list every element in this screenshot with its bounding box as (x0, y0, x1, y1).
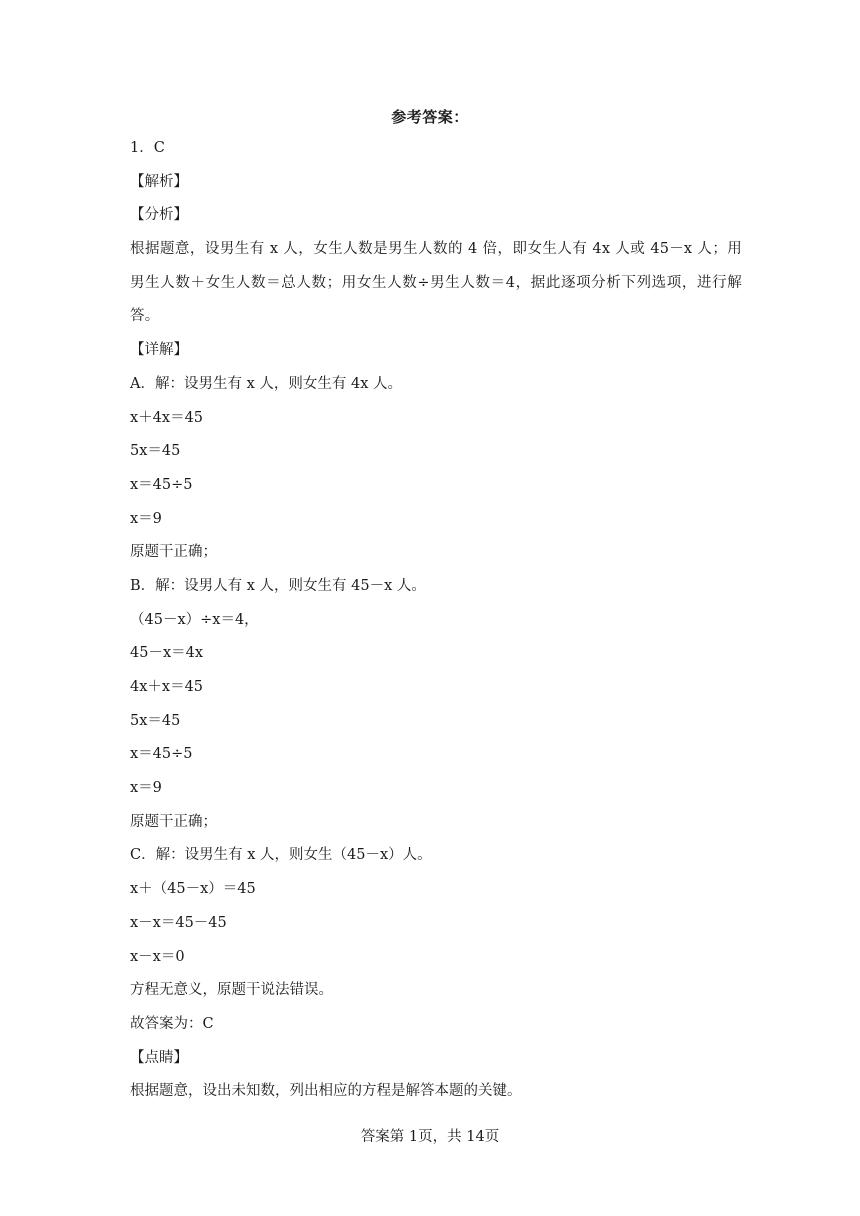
equation-line: 5x＝45 (130, 443, 181, 460)
option-a-conclusion: 原题干正确； (130, 544, 217, 561)
section-heading-analysis: 【分析】 (130, 207, 188, 224)
equation-line: x＋4x＝45 (130, 409, 204, 426)
option-c-setup: C．解：设男生有 x 人，则女生（45－x）人。 (130, 847, 432, 864)
final-answer: 故答案为：C (130, 1015, 214, 1032)
analysis-paragraph: 根据题意，设男生有 x 人，女生人数是男生人数的 4 倍，即女生人有 4x 人或 45－x 人；用男生人数＋女生人数＝总人数；用女生人数÷男生人数＝4，据此逐项分析下列选项，进行解答。 (130, 241, 742, 325)
option-b-setup: B．解：设男人有 x 人，则女生有 45－x 人。 (130, 577, 426, 594)
equation-line: 4x＋x＝45 (130, 679, 204, 696)
option-c-conclusion: 方程无意义，原题干说法错误。 (130, 982, 333, 999)
equation-line: x＋（45－x）＝45 (130, 881, 256, 898)
commentary-text: 根据题意，设出未知数，列出相应的方程是解答本题的关键。 (130, 1083, 522, 1100)
equation-line: x－x＝45－45 (130, 914, 227, 931)
page-footer: 答案第 1页，共 14页 (360, 1129, 500, 1145)
equation-line: x＝45÷5 (130, 746, 193, 763)
section-heading-commentary: 【点睛】 (130, 1049, 188, 1066)
equation-line: 45－x＝4x (130, 645, 204, 662)
answer-content (130, 132, 742, 1109)
equation-line: x－x＝0 (130, 948, 185, 965)
option-b-conclusion: 原题干正确； (130, 813, 217, 830)
equation-line: x＝9 (130, 780, 162, 797)
section-heading-detail: 【详解】 (130, 342, 188, 359)
equation-line: 5x＝45 (130, 712, 181, 729)
option-a-setup: A．解：设男生有 x 人，则女生有 4x 人。 (130, 375, 402, 392)
page-title: 参考答案： (391, 108, 469, 126)
section-heading-explanation: 【解析】 (130, 173, 188, 190)
equation-line: x＝9 (130, 510, 162, 527)
equation-line: （45－x）÷x＝4， (130, 611, 259, 628)
equation-line: x＝45÷5 (130, 476, 193, 493)
answer-number: 1．C (130, 140, 165, 156)
